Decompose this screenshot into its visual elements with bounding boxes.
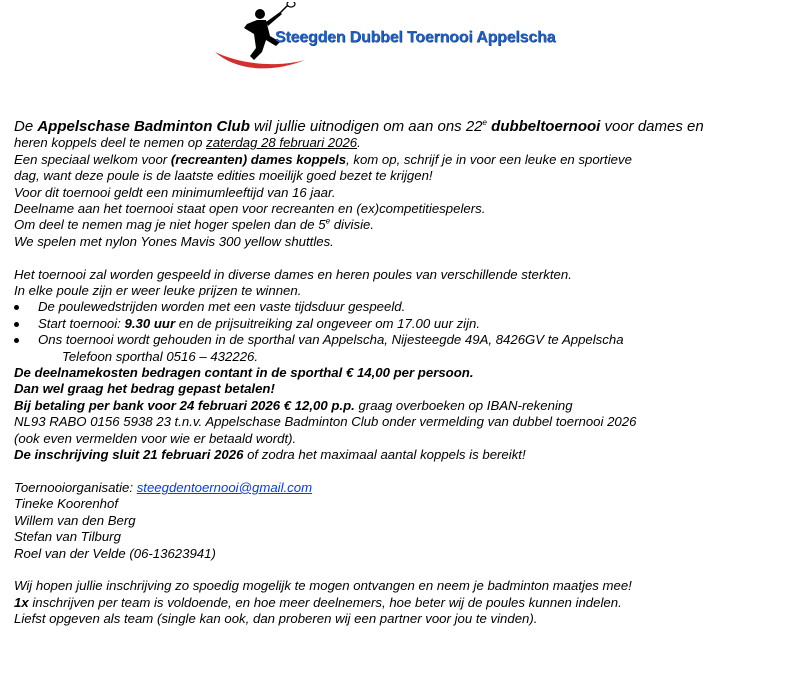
red-swoosh-icon bbox=[215, 52, 305, 68]
organiser-name: Tineke Koorenhof bbox=[14, 496, 118, 512]
intro-line-8: We spelen met nylon Yones Mavis 300 yellow shuttles. bbox=[14, 233, 334, 249]
intro-line-1: De Appelschase Badminton Club wil jullie uitnodigen om aan ons 22e dubbeltoernooi voor dames en bbox=[14, 118, 704, 135]
iban-line: NL93 RABO 0156 5938 23 t.n.v. Appelschase Badminton Club onder vermelding van dubbel toernooi 2026 bbox=[14, 414, 637, 430]
organisation-line: Toernooiorganisatie: steegdentoernooi@gmail.com bbox=[14, 479, 313, 495]
intro-line-6: Deelname aan het toernooi staat open voor recreanten en (ex)competitiespelers. bbox=[14, 201, 486, 217]
bullet-continuation: Telefoon sporthal 0516 – 432226. bbox=[62, 348, 259, 364]
organiser-name: Willem van den Berg bbox=[14, 512, 136, 528]
bullet-item: De poulewedstrijden worden met een vaste tijdsduur gespeeld. bbox=[14, 299, 794, 315]
closing-date-line: De inschrijving sluit 21 februari 2026 of zodra het maximaal aantal koppels is bereikt! bbox=[14, 447, 526, 463]
bullet-item: Start toernooi: 9.30 uur en de prijsuitreiking zal ongeveer om 17.00 uur zijn. bbox=[14, 316, 794, 332]
details-line-2: In elke poule zijn er weer leuke prijzen te winnen. bbox=[14, 283, 302, 299]
intro-line-3: Een speciaal welkom voor (recreanten) dames koppels, kom op, schrijf je in voor een leuke en sportieve bbox=[14, 151, 632, 167]
names-note: (ook even vermelden voor wie er betaald wordt). bbox=[14, 430, 297, 446]
intro-line-5: Voor dit toernooi geldt een minimumleeftijd van 16 jaar. bbox=[14, 184, 336, 200]
document-body bbox=[14, 119, 794, 628]
fee-line-1: De deelnamekosten bedragen contant in de sporthal € 14,00 per persoon. bbox=[14, 365, 474, 381]
organiser-name: Roel van der Velde (06-13623941) bbox=[14, 545, 216, 561]
intro-line-4: dag, want deze poule is de laatste edities moeilijk goed bezet te krijgen! bbox=[14, 168, 433, 184]
email-link[interactable]: steegdentoernooi@gmail.com bbox=[136, 479, 313, 495]
closing-line-1: Wij hopen jullie inschrijving zo spoedig mogelijk te mogen ontvangen en neem je badminton maatjes mee! bbox=[14, 578, 632, 594]
intro-line-2: heren koppels deel te nemen op zaterdag 28 februari 2026. bbox=[14, 135, 361, 151]
bullet-item: Ons toernooi wordt gehouden in de sporthal van Appelscha, Nijesteegde 49A, 8426GV te Appelscha bbox=[14, 332, 794, 348]
header bbox=[0, 0, 799, 80]
closing-line-2: 1x inschrijven per team is voldoende, en hoe meer deelnemers, hoe beter wij de poules kunnen indelen. bbox=[14, 594, 622, 610]
details-line-1: Het toernooi zal worden gespeeld in diverse dames en heren poules van verschillende sterkten. bbox=[14, 266, 572, 282]
bank-line: Bij betaling per bank voor 24 februari 2026 € 12,00 p.p. graag overboeken op IBAN-rekening bbox=[14, 397, 573, 413]
organiser-name: Stefan van Tilburg bbox=[14, 529, 121, 545]
fee-line-2: Dan wel graag het bedrag gepast betalen! bbox=[14, 381, 275, 397]
closing-line-3: Liefst opgeven als team (single kan ook, dan proberen wij een partner voor jou te vinden). bbox=[14, 611, 538, 627]
header-title: Steegden Dubbel Toernooi Appelscha bbox=[275, 29, 556, 46]
intro-line-7: Om deel te nemen mag je niet hoger spelen dan de 5e divisie. bbox=[14, 217, 375, 233]
